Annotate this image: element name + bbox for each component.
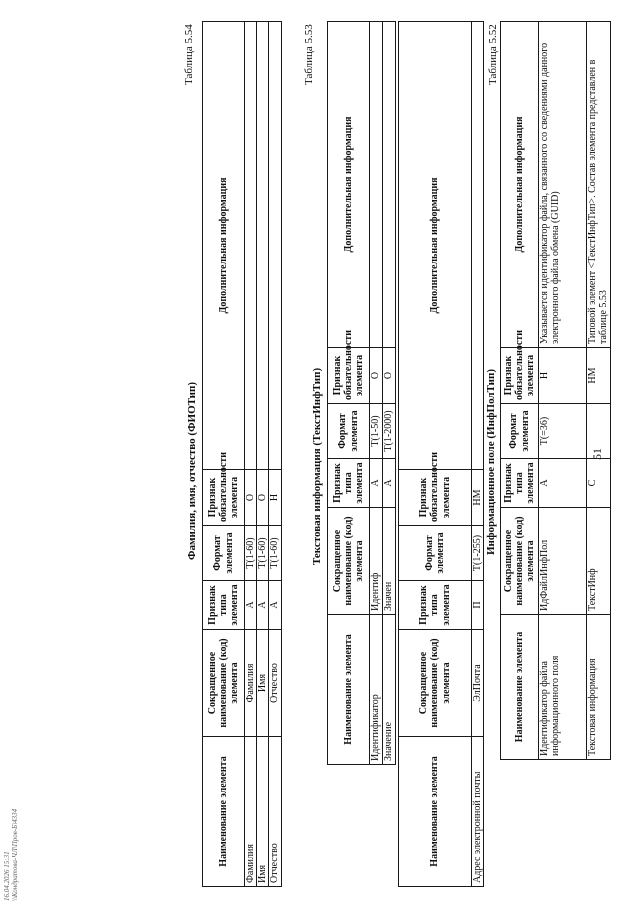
col-header: Дополнительная информация — [203, 22, 245, 470]
table-row — [383, 22, 396, 765]
cell: Идентификатор — [370, 615, 383, 765]
cell: Фамилия — [245, 737, 257, 887]
col-header: Признак обязательности элемента — [328, 348, 370, 404]
stamp-date: 16.04.2026 15:31 — [3, 851, 11, 901]
col-header: Сокращенное наименование (код) элемента — [399, 630, 472, 737]
table-header-row — [399, 22, 472, 887]
cell: О — [370, 348, 383, 404]
col-header: Дополнительная информация — [328, 22, 370, 348]
cell: T(1-255) — [472, 526, 484, 581]
col-header: Дополнительная информация — [501, 22, 539, 348]
cell: Имя — [257, 630, 269, 737]
table-header-row — [203, 22, 245, 887]
cell: T(1-60) — [245, 526, 257, 581]
cell: ЭлПочта — [472, 630, 484, 737]
cell: ТекстИнф — [587, 508, 611, 615]
table-row — [269, 22, 281, 887]
table-row — [472, 22, 484, 887]
cell: T(1-2000) — [383, 404, 396, 459]
table-row — [587, 22, 611, 760]
col-header: Сокращенное наименование (код) элемента — [501, 508, 539, 615]
cell: НМ — [472, 470, 484, 526]
col-header: Наименование элемента — [399, 737, 472, 887]
table-title: Текстовая информация (ТекстИнфТип) — [311, 367, 323, 565]
col-header: Признак обязательности элемента — [399, 470, 472, 526]
cell: А — [245, 581, 257, 630]
cell: Указывается идентификатор файла, связанного со сведениями данного электронного файла обмена (GUID) — [539, 22, 587, 348]
cell: Н — [269, 470, 281, 526]
cell: Отчество — [269, 630, 281, 737]
col-header: Дополнительная информация — [399, 22, 472, 470]
cell: А — [539, 459, 587, 508]
cell: Текстовая информация — [587, 615, 611, 760]
col-header: Наименование элемента — [501, 615, 539, 760]
col-header: Признак типа элемента — [203, 581, 245, 630]
col-header: Формат элемента — [203, 526, 245, 581]
cell: Имя — [257, 737, 269, 887]
stamp-path: \\Кондратова-ЧЛ\Пров-Б\4334 — [11, 808, 20, 901]
cell — [269, 22, 281, 470]
cell: T(1-60) — [257, 526, 269, 581]
col-header: Сокращенное наименование (код) элемента — [203, 630, 245, 737]
table-text-info — [327, 21, 396, 765]
page-number: 51 — [590, 448, 604, 460]
cell: О — [257, 470, 269, 526]
col-header: Наименование элемента — [203, 737, 245, 887]
cell: Идентиф — [370, 508, 383, 615]
cell: Значен — [383, 508, 396, 615]
cell: Типовой элемент <ТекстИнфТип>. Состав элемента представлен в таблице 5.53 — [587, 22, 611, 348]
table-info-field — [500, 21, 611, 760]
cell — [370, 22, 383, 348]
col-header: Формат элемента — [501, 404, 539, 459]
col-header: Сокращенное наименование (код) элемента — [328, 508, 370, 615]
cell: Идентификатор файла информационного поля — [539, 615, 587, 760]
cell — [383, 22, 396, 348]
table-caption: Таблица 5.52 — [487, 24, 499, 85]
cell: С — [587, 459, 611, 508]
table-header-row — [501, 22, 539, 760]
cell: НМ — [587, 348, 611, 404]
cell: О — [383, 348, 396, 404]
table-row — [370, 22, 383, 765]
cell: Н — [539, 348, 587, 404]
cell: Фамилия — [245, 630, 257, 737]
col-header: Наименование элемента — [328, 615, 370, 765]
cell — [257, 22, 269, 470]
col-header: Признак типа элемента — [328, 459, 370, 508]
cell: T(=36) — [539, 404, 587, 459]
cell — [472, 22, 484, 470]
cell — [587, 404, 611, 459]
cell: T(1-60) — [269, 526, 281, 581]
cell: А — [269, 581, 281, 630]
cell: А — [257, 581, 269, 630]
cell: Адрес электронной почты — [472, 737, 484, 887]
table-email — [398, 21, 484, 887]
table-row — [245, 22, 257, 887]
col-header: Признак обязательности элемента — [501, 348, 539, 404]
table-caption: Таблица 5.53 — [303, 24, 315, 85]
table-full-name — [202, 21, 282, 887]
cell: П — [472, 581, 484, 630]
cell: А — [370, 459, 383, 508]
col-header: Признак обязательности элемента — [203, 470, 245, 526]
table-caption: Таблица 5.54 — [183, 24, 195, 85]
table-row — [257, 22, 269, 887]
col-header: Признак типа элемента — [399, 581, 472, 630]
cell: А — [383, 459, 396, 508]
cell: О — [245, 470, 257, 526]
col-header: Формат элемента — [328, 404, 370, 459]
table-title: Фамилия, имя, отчество (ФИОТип) — [186, 381, 198, 560]
cell: Значение — [383, 615, 396, 765]
cell: T(1-50) — [370, 404, 383, 459]
table-header-row — [328, 22, 370, 765]
cell — [245, 22, 257, 470]
table-row — [539, 22, 587, 760]
col-header: Признак типа элемента — [501, 459, 539, 508]
table-title: Информационное поле (ИнфПолТип) — [485, 368, 497, 555]
print-stamp — [3, 809, 20, 901]
cell: Отчество — [269, 737, 281, 887]
col-header: Формат элемента — [399, 526, 472, 581]
cell: ИдФайлИнфПол — [539, 508, 587, 615]
